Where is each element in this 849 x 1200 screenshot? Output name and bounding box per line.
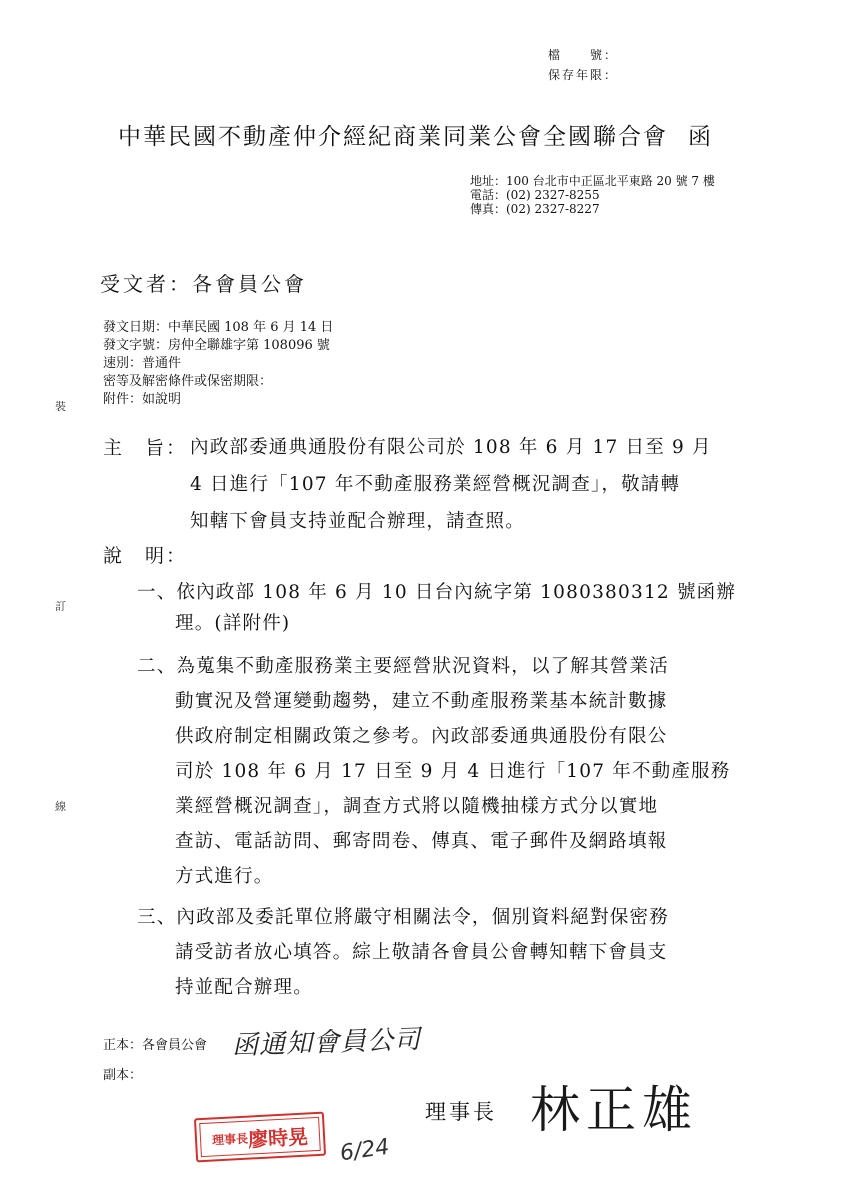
subject-line: 知轄下會員支持並配合辦理，請查照。 xyxy=(190,511,525,532)
document-type: 函 xyxy=(688,124,711,150)
issue-number: 發文字號：房仲全聯雄字第 108096 號 xyxy=(103,338,330,353)
seal-stamp xyxy=(194,1112,326,1163)
explanation-item-2-cont: 方式進行。 xyxy=(175,866,274,887)
issue-date: 發文日期：中華民國 108 年 6 月 14 日 xyxy=(103,320,334,335)
explanation-item-2-cont: 動實況及營運變動趨勢，建立不動產服務業基本統計數據 xyxy=(175,691,668,712)
explanation-item-2-cont: 查訪、電話訪問、郵寄問卷、傳真、電子郵件及網路填報 xyxy=(175,831,668,852)
organization-title: 中華民國不動產仲介經紀商業同業公會全國聯合會 xyxy=(118,124,668,150)
explanation-item-3: 三、內政部及委託單位將嚴守相關法令，個別資料絕對保密務 xyxy=(137,907,669,928)
binding-mark: 線 xyxy=(55,800,66,813)
handwritten-note: 函通知會員公司 xyxy=(231,1024,422,1062)
explanation-item-2-cont: 業經營概況調查」，調查方式將以隨機抽樣方式分以實地 xyxy=(175,796,659,817)
explanation-item-1: 一、依內政部 108 年 6 月 10 日台內統字第 1080380312 號函辦 xyxy=(137,582,737,603)
explanation-item-2-cont: 供政府制定相關政策之參考。內政部委通典通股份有限公 xyxy=(175,726,668,747)
copy-recipients: 副本： xyxy=(103,1068,143,1083)
subject-line: 內政部委通典通股份有限公司於 108 年 6 月 17 日至 9 月 xyxy=(190,437,712,458)
binding-mark: 訂 xyxy=(55,600,66,613)
explanation-item-1-cont: 理。(詳附件) xyxy=(175,613,291,634)
retention-period-label: 保存年限： xyxy=(548,68,619,82)
contact-phone: 電話：(02) 2327-8255 xyxy=(470,188,600,202)
attachment: 附件：如說明 xyxy=(103,392,182,407)
archive-number-label: 檔 號： xyxy=(548,48,619,62)
explanation-item-2-cont: 司於 108 年 6 月 17 日至 9 月 4 日進行「107 年不動產服務 xyxy=(175,761,731,782)
subject-label: 主 旨： xyxy=(103,437,188,459)
subject-line: 4 日進行「107 年不動產服務業經營概況調查」，敬請轉 xyxy=(190,474,681,495)
handwritten-date: 6/24 xyxy=(338,1134,391,1167)
chairperson-title: 理事長 xyxy=(425,1100,497,1124)
original-recipients: 正本：各會員公會 xyxy=(103,1038,208,1053)
seal-title: 理事長 xyxy=(211,1131,249,1148)
seal-name: 廖時晃 xyxy=(247,1124,309,1152)
contact-address: 地址：100 台北市中正區北平東路 20 號 7 樓 xyxy=(470,174,715,188)
binding-mark: 裝 xyxy=(55,400,66,413)
explanation-item-3-cont: 持並配合辦理。 xyxy=(175,977,313,998)
secrecy-level: 密等及解密條件或保密期限： xyxy=(103,374,273,389)
explanation-item-2: 二、為蒐集不動產服務業主要經營狀況資料，以了解其營業活 xyxy=(137,656,669,677)
contact-fax: 傳真：(02) 2327-8227 xyxy=(470,202,600,216)
speed-class: 速別：普通件 xyxy=(103,356,182,371)
chairperson-signature: 林正雄 xyxy=(530,1081,698,1139)
explanation-item-3-cont: 請受訪者放心填答。綜上敬請各會員公會轉知轄下會員支 xyxy=(175,942,668,963)
recipient: 受文者：各會員公會 xyxy=(100,272,307,296)
explanation-label: 說 明： xyxy=(103,545,188,567)
